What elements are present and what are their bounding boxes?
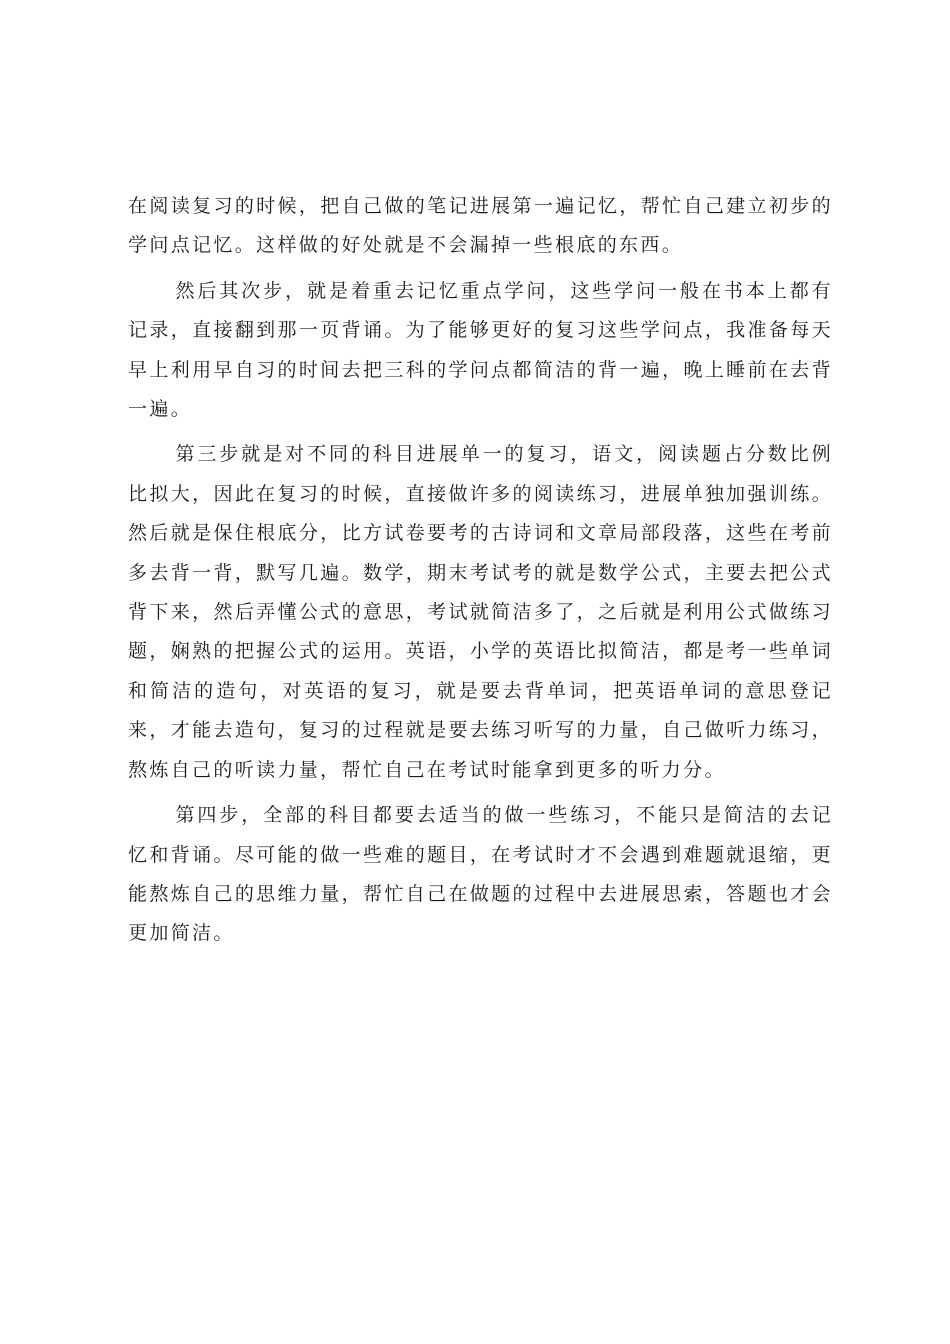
paragraph-1: 在阅读复习的时候，把自己做的笔记进展第一遍记忆，帮忙自己建立初步的学问点记忆。这样做的好处就是不会漏掉一些根底的东西。 — [128, 195, 833, 257]
document-body — [128, 187, 833, 960]
paragraph-3: 第三步就是对不同的科目进展单一的复习，语文，阅读题占分数比例比拟大，因此在复习的时候，直接做许多的阅读练习，进展单独加强训练。然后就是保住根底分，比方试卷要考的古诗词和文章局部段落，这些在考前多去背一背，默写几遍。数学，期末考试考的就是数学公式，主要去把公式背下来，然后弄懂公式的意思，考试就简洁多了，之后就是利用公式做练习题，娴熟的把握公式的运用。英语，小学的英语比拟简洁，都是考一些单词和简洁的造句，对英语的复习，就是要去背单词，把英语单词的意思登记来，才能去造句，复习的过程就是要去练习听写的力量，自己做听力练习，熬炼自己的听读力量，帮忙自己在考试时能拿到更多的听力分。 — [128, 443, 833, 781]
paragraph-4: 第四步，全部的科目都要去适当的做一些练习，不能只是简洁的去记忆和背诵。尽可能的做一些难的题目，在考试时才不会遇到难题就退缩，更能熬炼自己的思维力量，帮忙自己在做题的过程中去进展思索，答题也才会更加简洁。 — [128, 804, 833, 945]
paragraph-2: 然后其次步，就是着重去记忆重点学问，这些学问一般在书本上都有记录，直接翻到那一页背诵。为了能够更好的复习这些学问点，我准备每天早上利用早自习的时间去把三科的学问点都简洁的背一遍，晚上睡前在去背一遍。 — [128, 279, 833, 421]
